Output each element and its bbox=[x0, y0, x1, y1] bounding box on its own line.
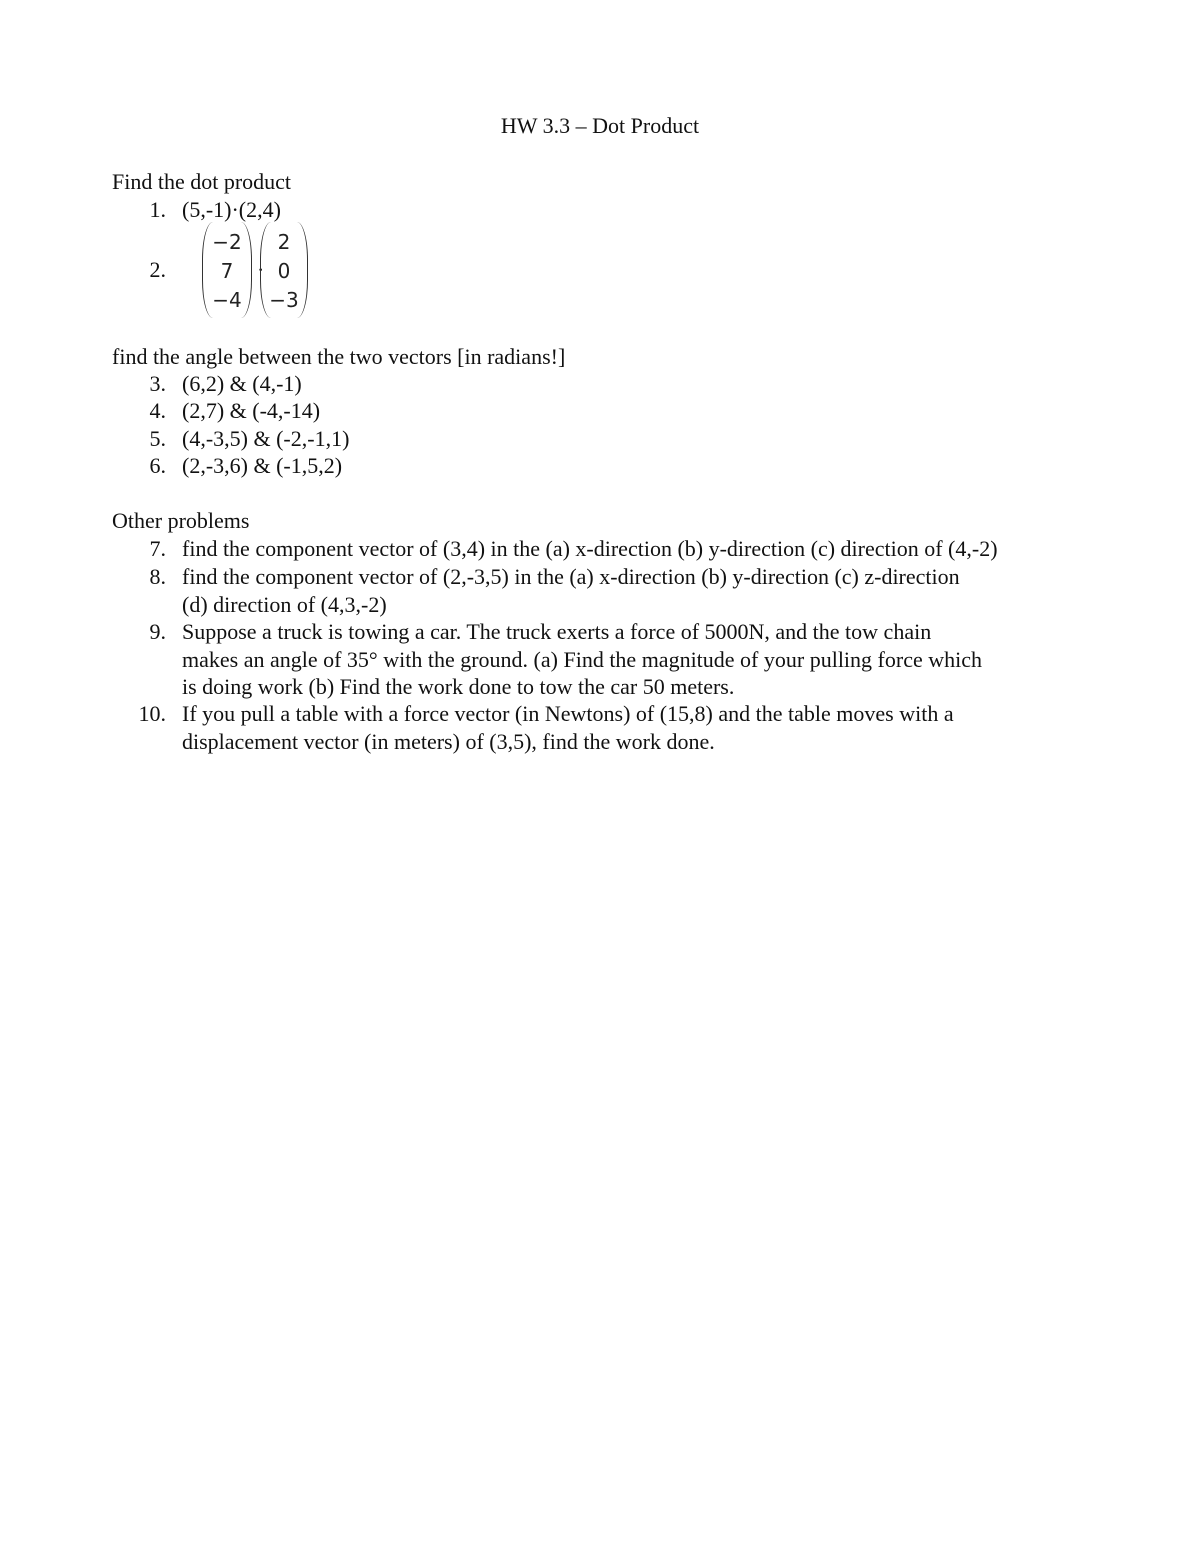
problem-number: 6. bbox=[149, 453, 166, 478]
problem-line: is doing work (b) Find the work done to tow the car 50 meters. bbox=[182, 674, 735, 699]
problem-number: 3. bbox=[149, 371, 166, 396]
problem-2 bbox=[112, 222, 512, 320]
problem-line: displacement vector (in meters) of (3,5), find the work done. bbox=[182, 728, 715, 754]
problem-line: Suppose a truck is towing a car. The truck exerts a force of 5000N, and the tow chain bbox=[182, 619, 932, 644]
problem-line: makes an angle of 35° with the ground. (a) Find the magnitude of your pulling force which bbox=[182, 646, 982, 672]
problem-number: 5. bbox=[149, 426, 166, 451]
vector-entry: −3 bbox=[269, 288, 299, 312]
problem-text: (2,7) & (-4,-14) bbox=[182, 398, 321, 423]
problem-text bbox=[182, 535, 1112, 563]
problem-text: (2,-3,6) & (-1,5,2) bbox=[182, 453, 343, 478]
column-vector-a bbox=[202, 222, 252, 318]
right-paren bbox=[241, 222, 252, 318]
vector-entry: 0 bbox=[277, 259, 291, 283]
column-vector-b bbox=[260, 222, 308, 318]
problem-number: 4. bbox=[149, 398, 166, 423]
problem-number: 8. bbox=[149, 564, 166, 589]
vector-entry: 7 bbox=[220, 259, 234, 283]
vector-entry: −4 bbox=[212, 288, 242, 312]
page-title: HW 3.3 – Dot Product bbox=[500, 113, 700, 138]
problem-text: (6,2) & (4,-1) bbox=[182, 371, 302, 396]
dot-operator: · bbox=[257, 257, 265, 282]
vector-entry: 2 bbox=[277, 230, 291, 254]
problem-text bbox=[182, 563, 1112, 618]
section-heading-other: Other problems bbox=[112, 508, 250, 533]
problem-line: find the component vector of (2,-3,5) in the (a) x-direction (b) y-direction (c) z-direction bbox=[182, 564, 960, 589]
problem-number: 1. bbox=[149, 197, 166, 222]
problem-line: find the component vector of (3,4) in the (a) x-direction (b) y-direction (c) direction of (4,-2) bbox=[182, 536, 998, 561]
problem-number: 2. bbox=[149, 257, 166, 282]
problem-line: (d) direction of (4,3,-2) bbox=[182, 591, 387, 617]
problem-number: 9. bbox=[149, 619, 166, 644]
problem-text bbox=[182, 700, 1112, 755]
problem-line: If you pull a table with a force vector (in Newtons) of (15,8) and the table moves with a bbox=[182, 701, 954, 726]
problem-number: 10. bbox=[138, 701, 166, 726]
section-heading-dot-product: Find the dot product bbox=[112, 169, 292, 194]
problem-number: 7. bbox=[149, 536, 166, 561]
section-heading-angle: find the angle between the two vectors [in radians!] bbox=[112, 344, 566, 369]
problem-text: (5,-1)·(2,4) bbox=[182, 197, 281, 222]
right-paren bbox=[297, 222, 308, 318]
problem-text: (4,-3,5) & (-2,-1,1) bbox=[182, 426, 350, 451]
problem-text bbox=[182, 618, 1112, 701]
vector-entry: −2 bbox=[212, 230, 242, 254]
